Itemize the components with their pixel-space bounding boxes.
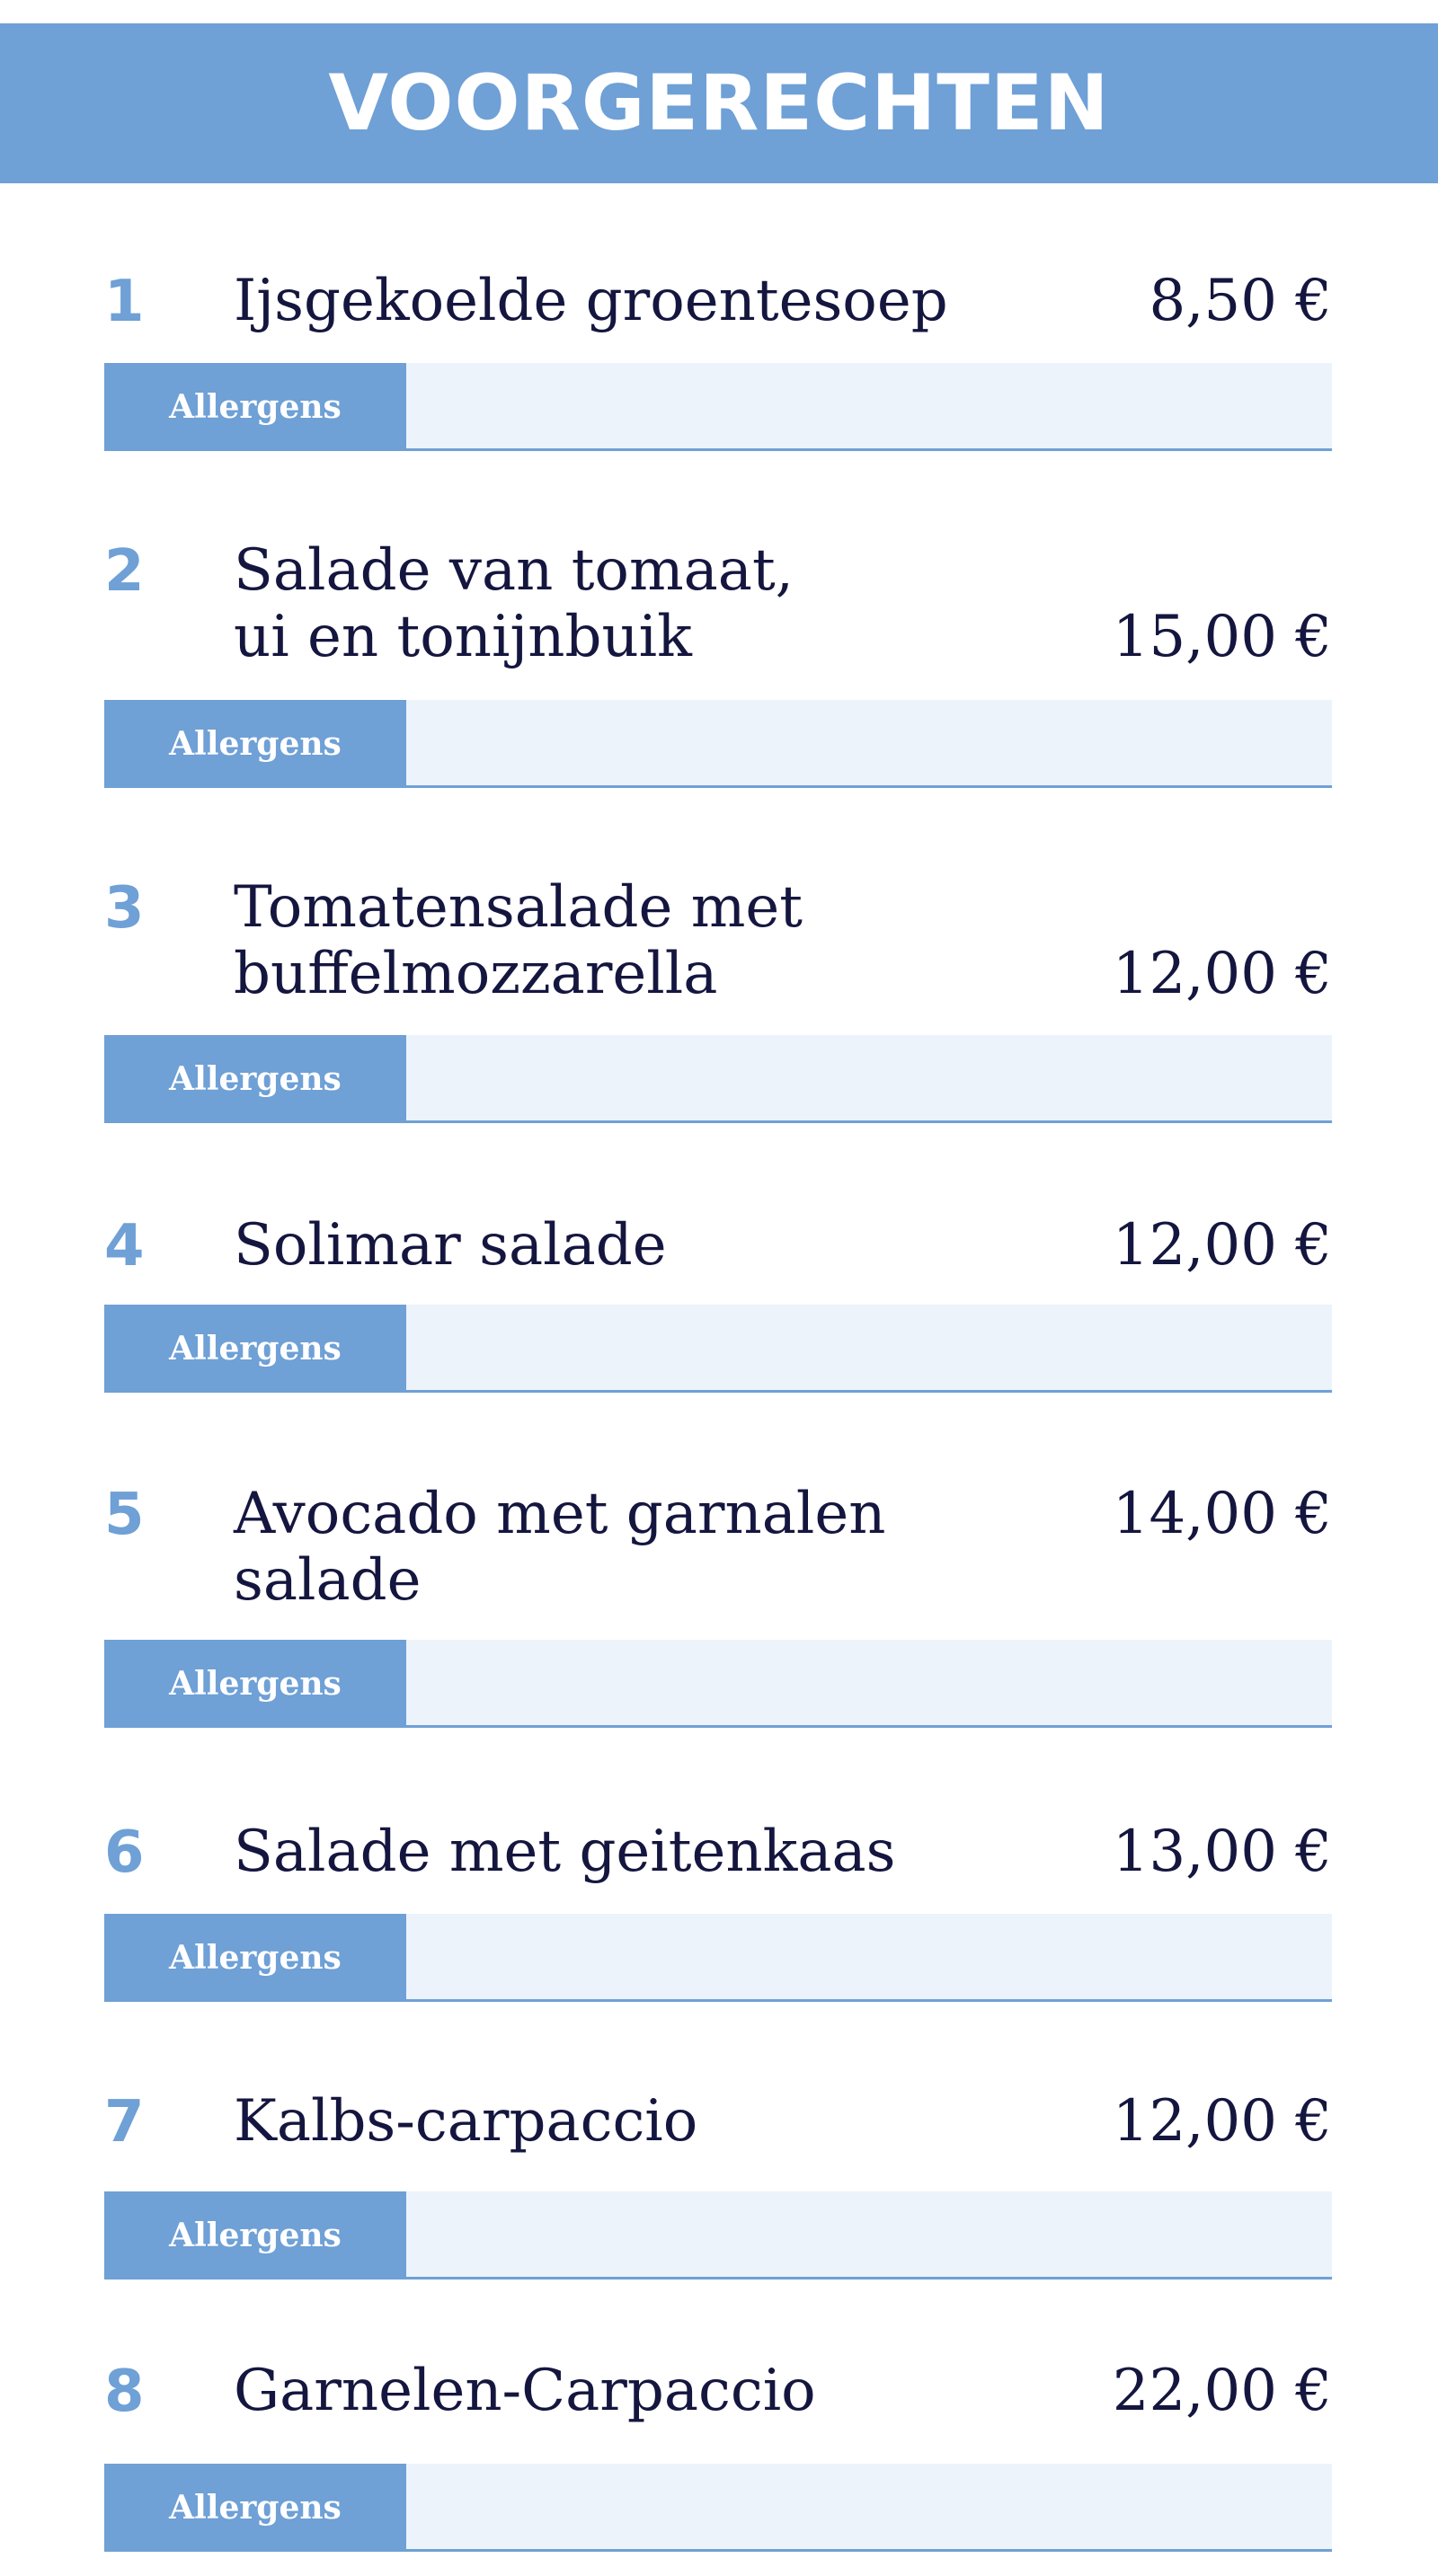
item-number: 8 [104,2359,145,2425]
item-name: Salade met geitenkaas [234,1819,896,1885]
item-name: Garnelen-Carpaccio [234,2358,816,2424]
item-number: 7 [104,2089,145,2156]
allergens-button[interactable]: Allergens [104,363,406,451]
item-number: 1 [104,269,145,335]
allergens-row [104,700,1332,788]
allergens-button[interactable]: Allergens [104,2464,406,2552]
item-number: 6 [104,1819,145,1886]
menu-header [0,23,1438,183]
allergens-button[interactable]: Allergens [104,1305,406,1393]
allergens-button[interactable]: Allergens [104,1914,406,2002]
item-name: Avocado met garnalen salade [234,1481,886,1614]
item-number: 2 [104,538,145,605]
item-name: Tomatensalade met buffelmozzarella [234,874,803,1007]
allergens-row [104,1305,1332,1393]
allergens-row [104,1640,1332,1728]
item-price: 12,00 € [1112,2088,1332,2155]
item-name: Ijsgekoelde groentesoep [234,268,948,334]
item-name: Solimar salade [234,1212,667,1279]
item-price: 14,00 € [1112,1481,1332,1547]
item-price: 22,00 € [1112,2358,1332,2424]
allergens-row [104,2191,1332,2279]
allergens-button[interactable]: Allergens [104,700,406,788]
allergens-button[interactable]: Allergens [104,2191,406,2279]
item-name: Kalbs-carpaccio [234,2088,698,2155]
item-number: 4 [104,1213,145,1279]
allergens-button[interactable]: Allergens [104,1035,406,1123]
allergens-row [104,363,1332,451]
item-price: 12,00 € [1112,1212,1332,1279]
allergens-row [104,1914,1332,2002]
item-number: 5 [104,1482,145,1548]
item-name: Salade van tomaat, ui en tonijnbuik [234,537,794,670]
allergens-row [104,2464,1332,2552]
item-price: 8,50 € [1149,268,1332,334]
item-number: 3 [104,875,145,942]
item-price: 15,00 € [1112,604,1332,670]
item-price: 12,00 € [1112,941,1332,1007]
allergens-row [104,1035,1332,1123]
section-title: VOORGERECHTEN [328,58,1110,148]
allergens-button[interactable]: Allergens [104,1640,406,1728]
item-price: 13,00 € [1112,1819,1332,1885]
